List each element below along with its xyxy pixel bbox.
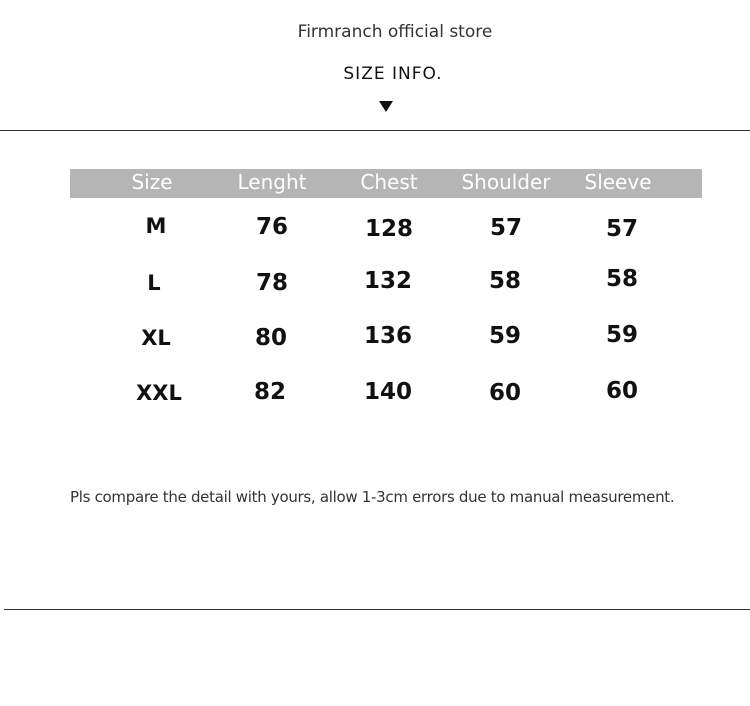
down-arrow-icon [379, 101, 393, 112]
table-cell: 59 [488, 323, 522, 349]
table-cell: 136 [363, 323, 413, 349]
table-cell: 80 [254, 325, 288, 351]
table-cell: 78 [255, 270, 289, 296]
table-cell: 57 [489, 215, 523, 241]
table-cell: 60 [488, 380, 522, 406]
table-cell: 140 [363, 379, 413, 405]
table-cell: XXL [136, 381, 182, 405]
table-cell: L [147, 271, 161, 295]
table-cell: 58 [605, 266, 639, 292]
table-cell: 60 [605, 378, 639, 404]
table-cell: 82 [253, 379, 287, 405]
table-cell: 58 [488, 268, 522, 294]
table-cell: M [145, 214, 167, 238]
header-length: Lenght [237, 170, 307, 194]
top-divider [0, 130, 750, 131]
table-cell: 76 [255, 214, 289, 240]
table-cell: 59 [605, 322, 639, 348]
header-size: Size [131, 170, 173, 194]
bottom-divider [4, 609, 750, 610]
section-title: SIZE INFO. [343, 64, 443, 84]
table-cell: XL [141, 326, 171, 350]
table-cell: 132 [363, 268, 413, 294]
table-cell: 57 [605, 216, 639, 242]
header-shoulder: Shoulder [461, 170, 551, 194]
header-sleeve: Sleeve [584, 170, 652, 194]
store-name: Firmranch official store [297, 22, 493, 42]
header-chest: Chest [360, 170, 418, 194]
table-cell: 128 [364, 216, 414, 242]
measurement-note: Pls compare the detail with yours, allow 1-3cm errors due to manual measurement. [70, 488, 675, 506]
